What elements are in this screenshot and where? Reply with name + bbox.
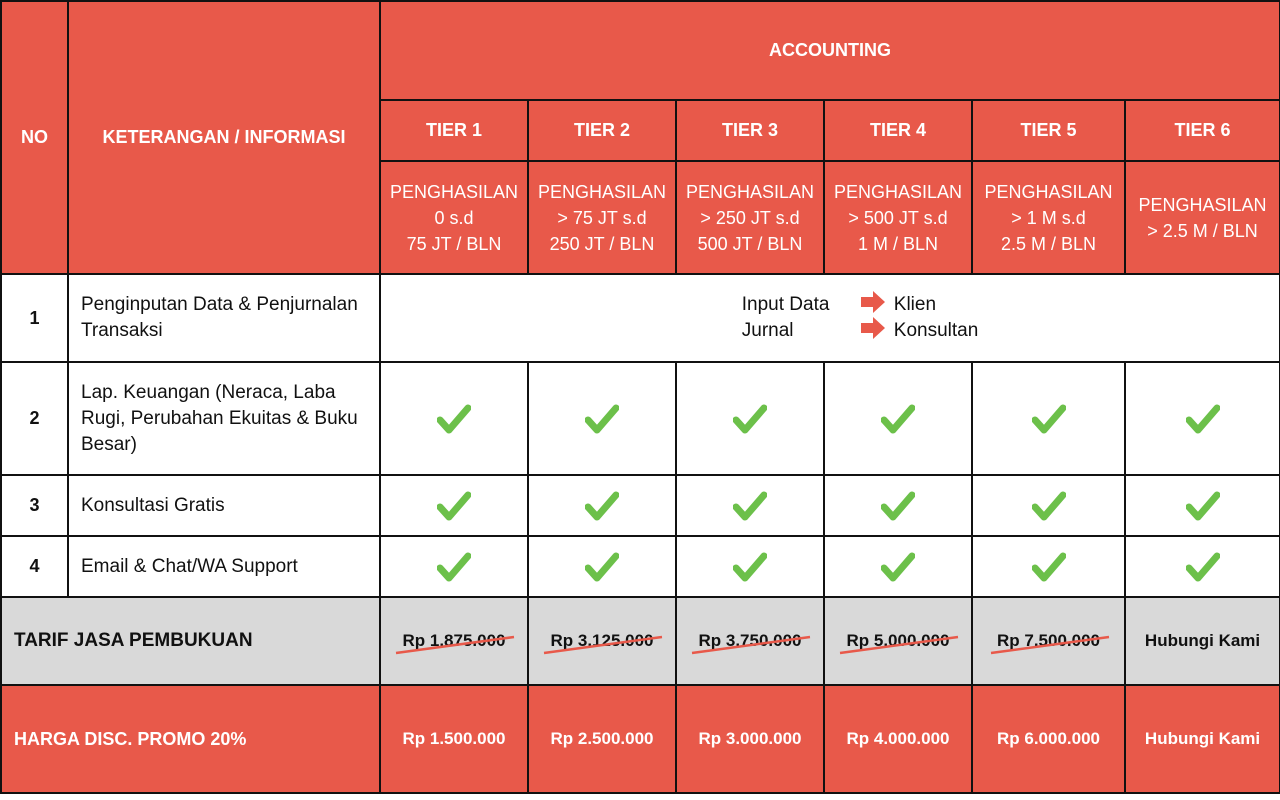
- strikethrough-icon: [840, 629, 960, 655]
- tarif-price-3: Rp 3.750.000: [676, 597, 824, 685]
- row-4-no: 4: [1, 536, 68, 597]
- check-icon: [1125, 475, 1280, 536]
- arrow-right-icon: [860, 291, 894, 319]
- row-2-no: 2: [1, 362, 68, 475]
- check-icon: [824, 362, 972, 475]
- strikethrough-icon: [692, 629, 812, 655]
- check-icon: [824, 475, 972, 536]
- header-accounting: ACCOUNTING: [380, 1, 1280, 100]
- check-icon: [528, 362, 676, 475]
- arrow-right-icon: [860, 317, 894, 345]
- check-icon: [972, 475, 1125, 536]
- check-icon: [824, 536, 972, 597]
- check-icon: [380, 536, 528, 597]
- strikethrough-icon: [544, 629, 664, 655]
- tier-5-income: PENGHASILAN > 1 M s.d 2.5 M / BLN: [972, 161, 1125, 274]
- row-1-info: Penginputan Data & Penjurnalan Transaksi: [68, 274, 380, 362]
- tier-6-income: PENGHASILAN > 2.5 M / BLN: [1125, 161, 1280, 274]
- flow-left-1: Input Data: [741, 294, 830, 315]
- promo-price-3: Rp 3.000.000: [676, 685, 824, 793]
- tier-4-income: PENGHASILAN > 500 JT s.d 1 M / BLN: [824, 161, 972, 274]
- tarif-label: TARIF JASA PEMBUKUAN: [1, 597, 380, 685]
- row-2-info: Lap. Keuangan (Neraca, Laba Rugi, Perubahan Ekuitas & Buku Besar): [68, 362, 380, 475]
- check-icon: [676, 536, 824, 597]
- strikethrough-icon: [991, 629, 1111, 655]
- tier-3-name: TIER 3: [676, 100, 824, 161]
- tier-2-name: TIER 2: [528, 100, 676, 161]
- check-icon: [380, 362, 528, 475]
- tarif-price-6: Hubungi Kami: [1125, 597, 1280, 685]
- check-icon: [528, 475, 676, 536]
- check-icon: [380, 475, 528, 536]
- check-icon: [676, 362, 824, 475]
- promo-label: HARGA DISC. PROMO 20%: [1, 685, 380, 793]
- tarif-price-5: Rp 7.500.000: [972, 597, 1125, 685]
- check-icon: [972, 362, 1125, 475]
- check-icon: [676, 475, 824, 536]
- check-icon: [528, 536, 676, 597]
- flow-right-2: Konsultan: [893, 320, 979, 341]
- promo-price-2: Rp 2.500.000: [528, 685, 676, 793]
- check-icon: [1125, 362, 1280, 475]
- promo-price-1: Rp 1.500.000: [380, 685, 528, 793]
- tarif-price-2: Rp 3.125.000: [528, 597, 676, 685]
- flow-right-1: Klien: [893, 294, 937, 315]
- row-4-info: Email & Chat/WA Support: [68, 536, 380, 597]
- tier-2-income: PENGHASILAN > 75 JT s.d 250 JT / BLN: [528, 161, 676, 274]
- row-3-info: Konsultasi Gratis: [68, 475, 380, 536]
- tier-6-name: TIER 6: [1125, 100, 1280, 161]
- tier-3-income: PENGHASILAN > 250 JT s.d 500 JT / BLN: [676, 161, 824, 274]
- check-icon: [1125, 536, 1280, 597]
- tarif-price-1: Rp 1.875.000: [380, 597, 528, 685]
- row-1-no: 1: [1, 274, 68, 362]
- promo-price-5: Rp 6.000.000: [972, 685, 1125, 793]
- tier-1-income: PENGHASILAN 0 s.d 75 JT / BLN: [380, 161, 528, 274]
- tier-4-name: TIER 4: [824, 100, 972, 161]
- tier-1-name: TIER 1: [380, 100, 528, 161]
- row-3-no: 3: [1, 475, 68, 536]
- promo-price-4: Rp 4.000.000: [824, 685, 972, 793]
- tarif-price-4: Rp 5.000.000: [824, 597, 972, 685]
- strikethrough-icon: [396, 629, 516, 655]
- promo-price-6: Hubungi Kami: [1125, 685, 1280, 793]
- header-info: KETERANGAN / INFORMASI: [68, 1, 380, 274]
- header-no: NO: [1, 1, 68, 274]
- flow-left-2: Jurnal: [741, 320, 794, 341]
- check-icon: [972, 536, 1125, 597]
- row-1-flow: [380, 274, 1280, 362]
- tier-5-name: TIER 5: [972, 100, 1125, 161]
